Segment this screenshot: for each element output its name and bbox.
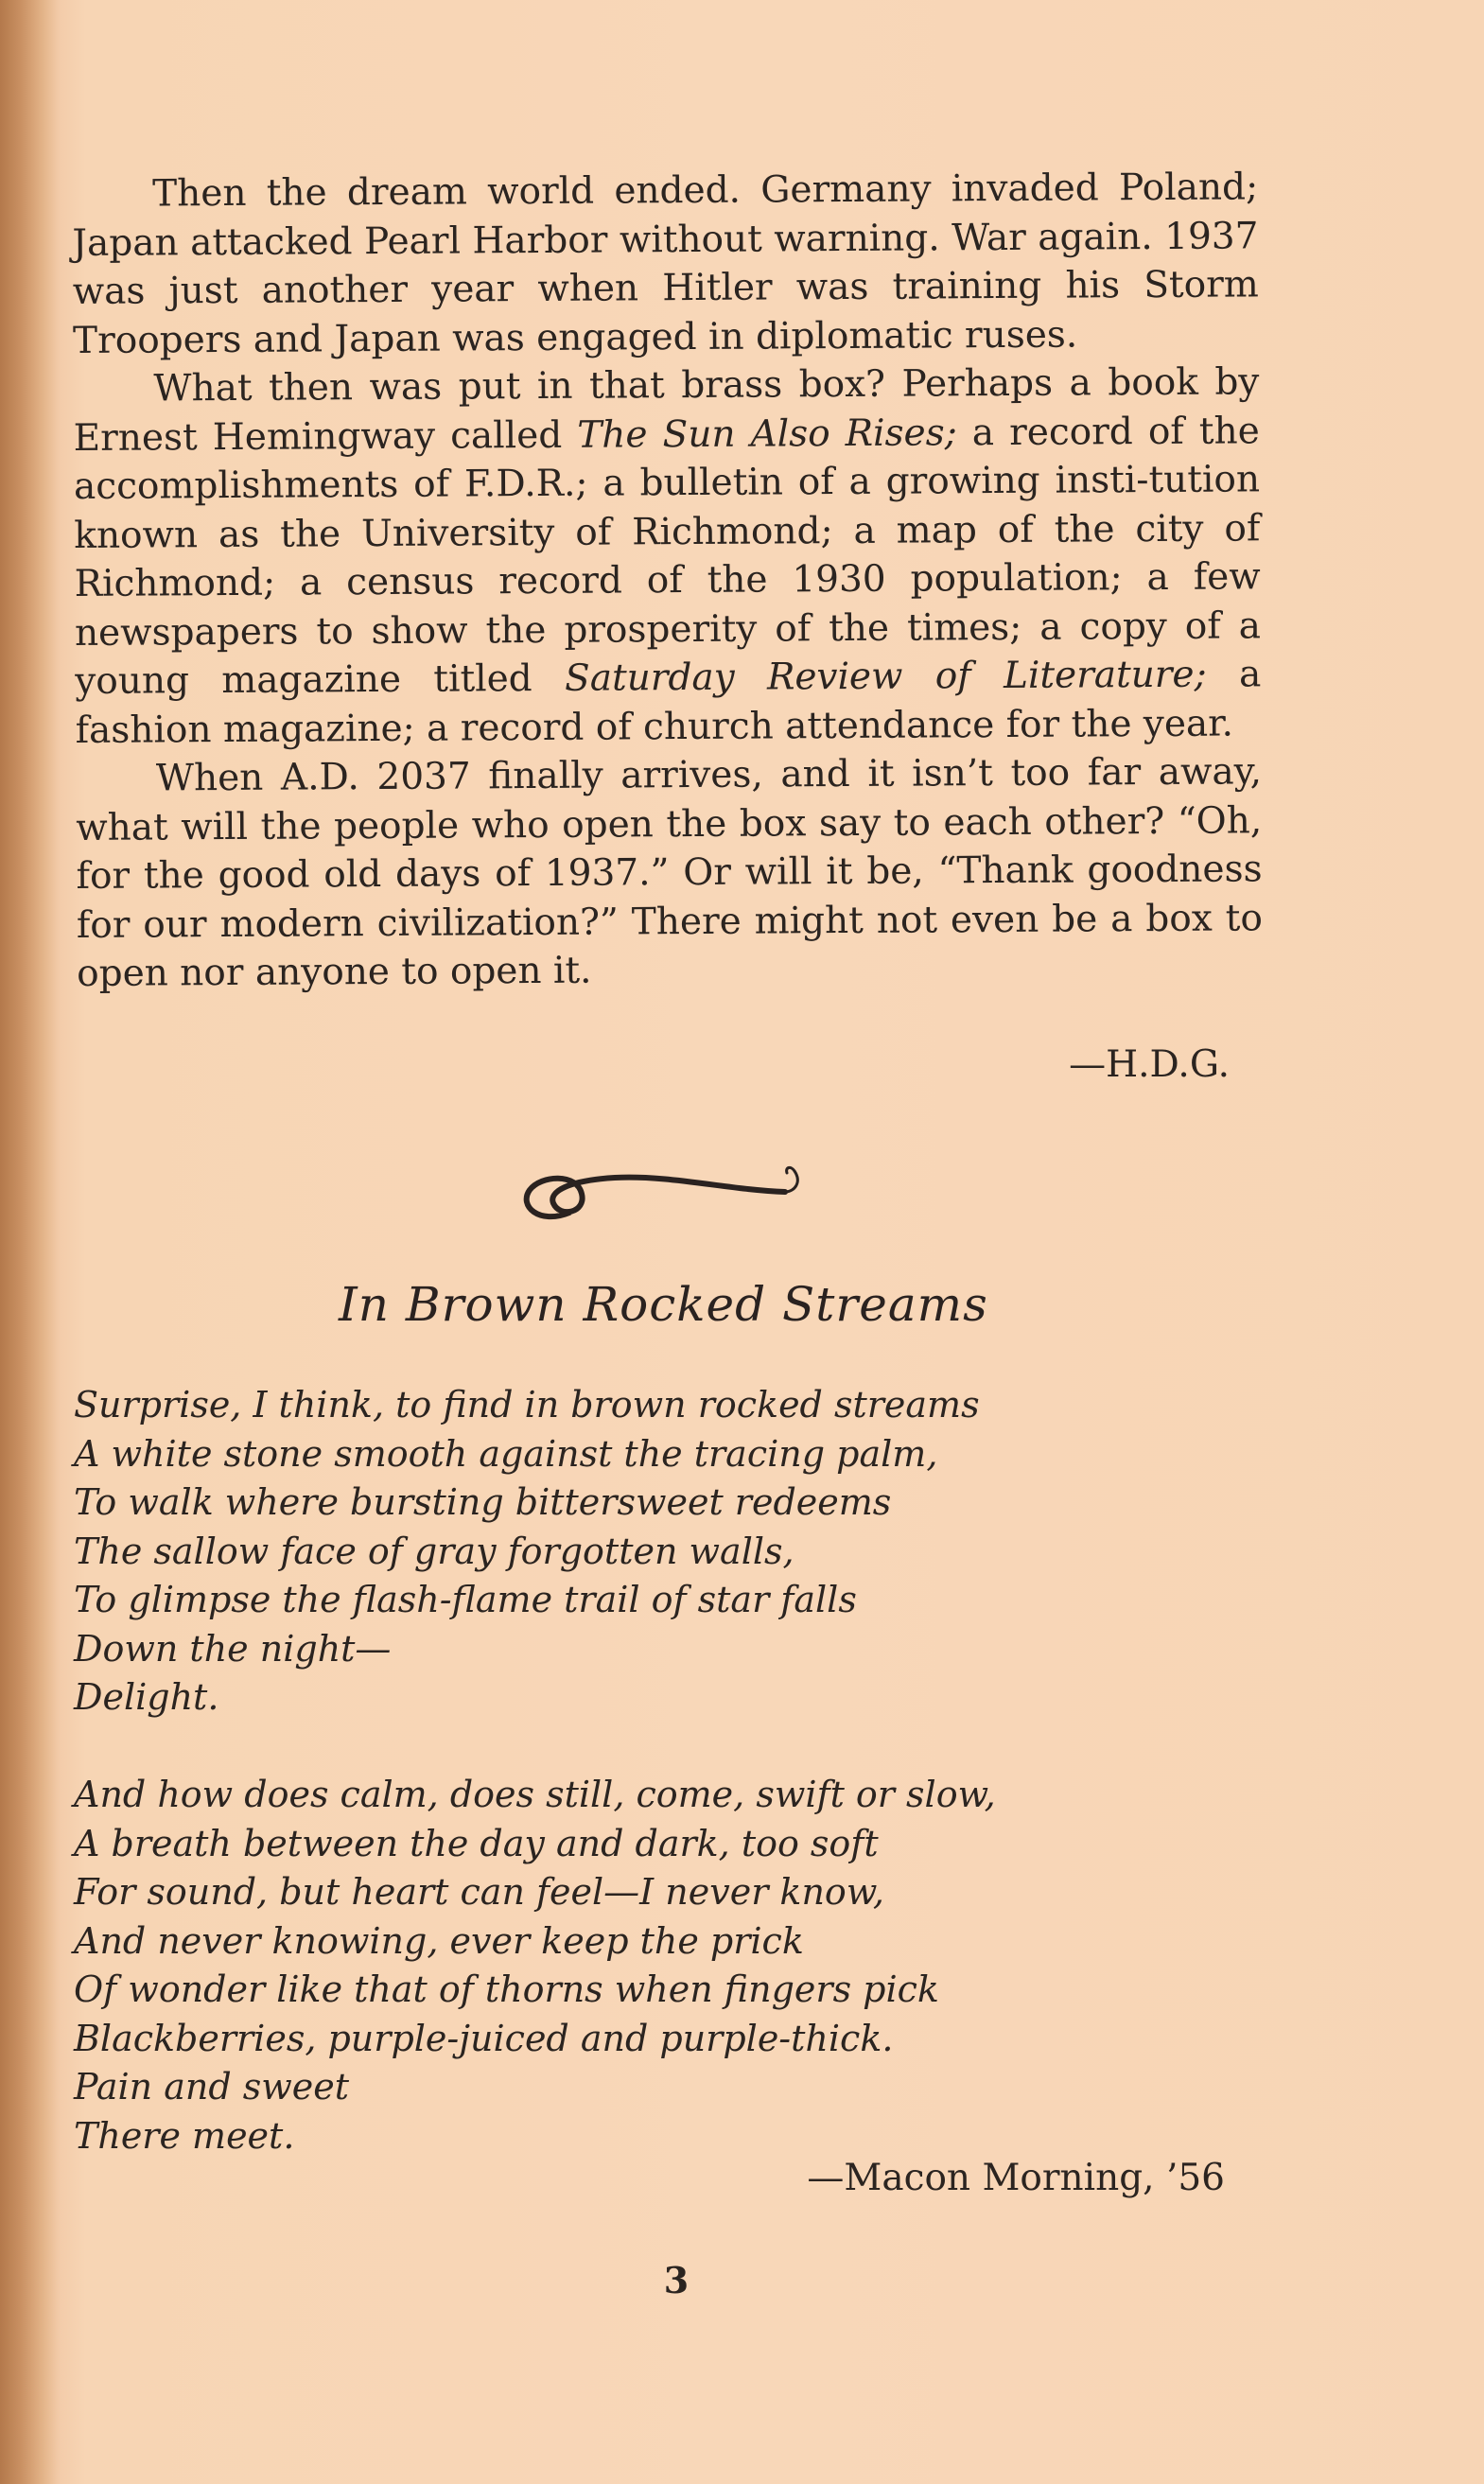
poem-line: To glimpse the flash-flame trail of star falls — [74, 1579, 857, 1620]
poem-line: For sound, but heart can feel—I never know, — [74, 1871, 884, 1913]
poem-stanza — [74, 1381, 1209, 1723]
poem-line: Down the night— — [74, 1627, 392, 1670]
poem-line: A breath between the day and dark, too soft — [74, 1822, 879, 1864]
poem-title: In Brown Rocked Streams — [339, 1277, 988, 1332]
poem-line: And how does calm, does still, come, swift or slow, — [74, 1774, 996, 1815]
poem-line: A white stone smooth against the tracing palm, — [74, 1432, 938, 1475]
essay-paragraph — [73, 358, 1261, 755]
poem-line: The sallow face of gray forgotten walls, — [74, 1530, 794, 1572]
paragraph-text: What then was put in that brass box? Perhaps a book by Ernest Hemingway called — [73, 360, 1260, 460]
essay-signature: —H.D.G. — [1069, 1043, 1230, 1086]
paragraph-text: Then the dream world ended. Germany invaded Poland; Japan attacked Pearl Harbor without warning. War again. 1937 was just another year when Hitler was training his Storm Troopers and Japan was engaged in diplomatic ruses. — [72, 166, 1259, 362]
essay-paragraph — [76, 747, 1264, 998]
poem-line: Surprise, I think, to find in brown rocked streams — [74, 1384, 980, 1426]
italic-title: The Sun Also Rises; — [577, 411, 957, 457]
paragraph-text: When A.D. 2037 finally arrives, and it isn’t too far away, what will the people who open the box say to each other? “Oh, for the good old days of 1937.” Or will it be, “Thank goodness for our modern civilization?” There might not even be a box to open nor anyone to open it. — [76, 750, 1263, 995]
poem-line: To walk where bursting bittersweet redeems — [74, 1481, 892, 1523]
poem-line: And never knowing, ever keep the prick — [74, 1919, 804, 1962]
paragraph-text: a record of the accomplishments of F.D.R.; a bulletin of a growing insti-tution known as the University of Richmond; a map of the city of Richmond; a census record of the 1930 population; a few newspapers to show the prosperity of the times; a copy of a young magazine titled — [73, 409, 1262, 703]
essay-text — [72, 163, 1263, 998]
page-number: 3 — [663, 2259, 690, 2301]
poem-line: Blackberries, purple-juiced and purple-thick. — [74, 2017, 894, 2059]
poem-signature: —Macon Morning, ’56 — [807, 2157, 1225, 2199]
decorative-flourish-icon — [511, 1154, 813, 1239]
paragraph-text: a fashion magazine; a record of church attendance for the year. — [75, 653, 1262, 752]
poem-line: Pain and sweet — [74, 2066, 350, 2108]
poem-body — [74, 1381, 1209, 2160]
essay-paragraph — [72, 163, 1259, 365]
book-binding-edge — [0, 0, 57, 2484]
poem-line: Delight. — [74, 1676, 219, 1718]
poem-line: There meet. — [74, 2114, 295, 2157]
poem-line: Of wonder like that of thorns when fingers pick — [74, 1968, 939, 2010]
italic-title: Saturday Review of Literature; — [564, 653, 1207, 700]
poem-stanza — [74, 1771, 1209, 2160]
